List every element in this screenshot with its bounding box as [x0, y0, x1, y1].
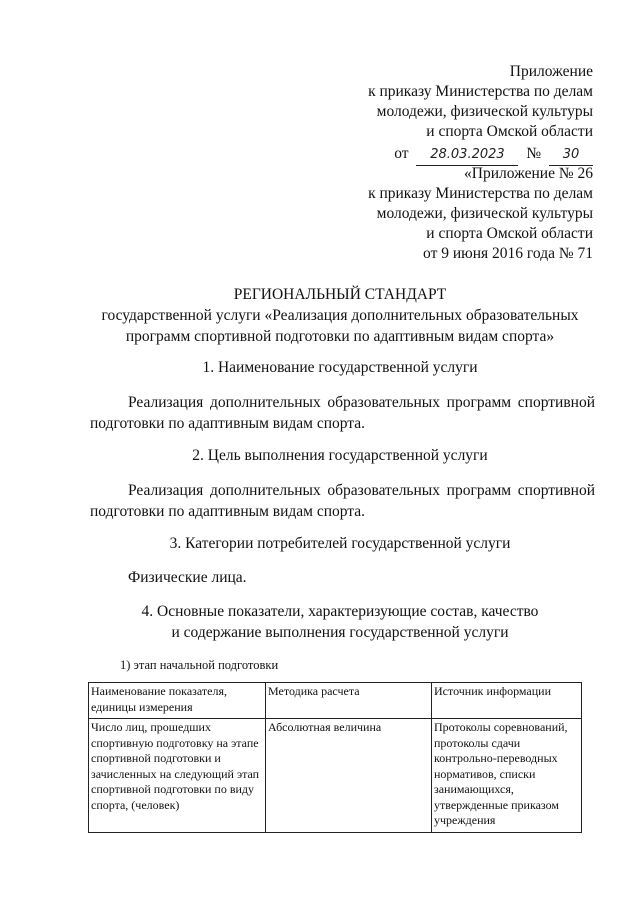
appendix-line: Приложение [509, 63, 593, 80]
section-3-text: Физические лица. [128, 569, 247, 586]
appendix2-line: от 9 июня 2016 года № 71 [423, 245, 593, 262]
section-1-text: Реализация дополнительных образовательных программ спортивной подготовки по адаптивным видам спорта. [90, 394, 595, 432]
title-main: РЕГИОНАЛЬНЫЙ СТАНДАРТ [233, 286, 447, 303]
number-field [549, 144, 593, 166]
table-cell: Абсолютная величина [266, 719, 432, 833]
appendix-date-number [253, 144, 593, 166]
section-4-heading-line-2: и содержание выполнения государственной услуги [171, 624, 509, 641]
table-cell: Протоколы соревнований, протоколы сдачи контрольно-переводных нормативов, списки занимающихся, утвержденные приказом учреждения [431, 719, 581, 833]
stage-label: 1) этап начальной подготовки [120, 658, 279, 672]
number-label: № [526, 145, 542, 162]
number-handwritten: 30 [562, 147, 580, 162]
appendix-line: молодежи, физической культуры [376, 103, 593, 120]
indicators-table [88, 682, 582, 833]
title-sub-1: государственной услуги «Реализация дополнительных образовательных [101, 307, 579, 324]
table-row [89, 719, 582, 833]
section-1-heading: 1. Наименование государственной услуги [202, 359, 478, 376]
appendix-line: к приказу Министерства по делам [368, 83, 593, 100]
table-header-cell: Методика расчета [266, 683, 432, 719]
from-label: от [394, 145, 409, 162]
table-cell: Число лиц, прошедших спортивную подготовку на этапе спортивной подготовки и зачисленных на следующий этап спортивной подготовки по виду спорта, (человек) [89, 719, 266, 833]
section-2-text: Реализация дополнительных образовательных программ спортивной подготовки по адаптивным видам спорта. [90, 482, 595, 520]
appendix2-line: и спорта Омской области [426, 225, 593, 242]
appendix2-line: к приказу Министерства по делам [368, 185, 593, 202]
appendix2-line: «Приложение № 26 [464, 165, 593, 182]
appendix2-line: молодежи, физической культуры [376, 205, 593, 222]
section-2-heading: 2. Цель выполнения государственной услуги [192, 447, 488, 464]
table-header-cell: Наименование показателя, единицы измерения [89, 683, 266, 719]
appendix-line: и спорта Омской области [426, 123, 593, 140]
section-3-heading: 3. Категории потребителей государственной услуги [169, 535, 511, 552]
date-handwritten: 28.03.2023 [430, 147, 505, 162]
title-sub-2: программ спортивной подготовки по адаптивным видам спорта» [125, 328, 555, 345]
appendix-block [253, 62, 593, 166]
date-field [416, 144, 518, 166]
appendix2-block [253, 164, 593, 264]
document-title [60, 284, 620, 347]
section-4-heading-line-1: 4. Основные показатели, характеризующие состав, качество [141, 603, 539, 620]
section-4-heading [60, 601, 620, 643]
table-header-row [89, 683, 582, 719]
table-header-cell: Источник информации [431, 683, 581, 719]
